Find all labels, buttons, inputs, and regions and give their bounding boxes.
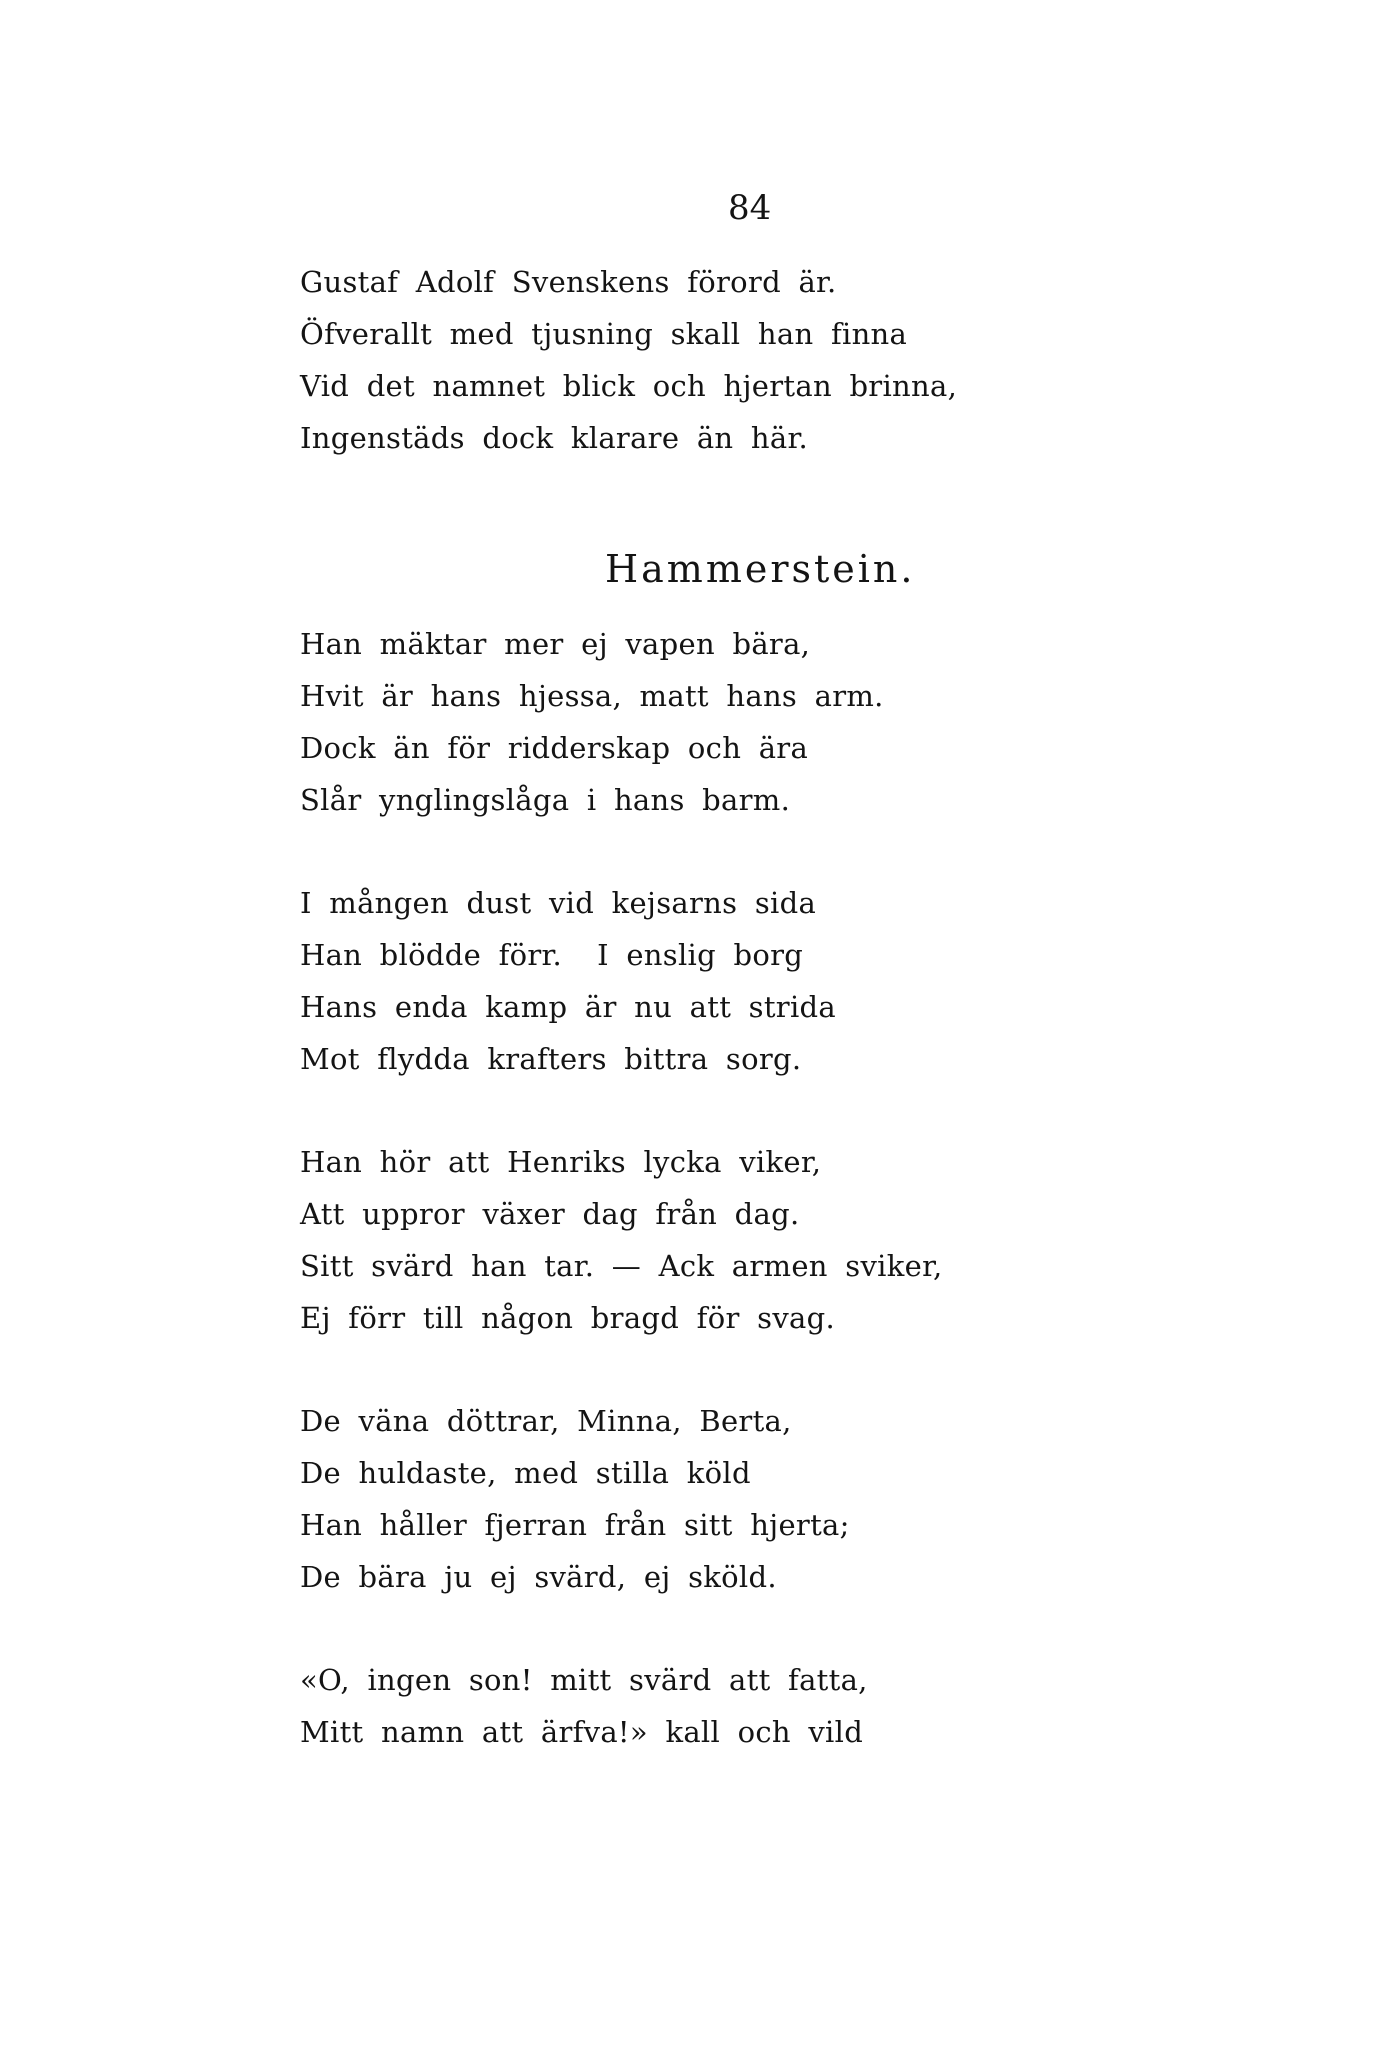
verse-line: Mot flydda krafters bittra sorg. — [300, 1042, 802, 1076]
verse-line: Han blödde förr. I enslig borg — [300, 938, 804, 972]
verse-line: Han hör att Henriks lycka viker, — [300, 1145, 822, 1179]
verse-line: Sitt svärd han tar. — Ack armen sviker, — [300, 1249, 943, 1283]
verse-line: «O, ingen son! mitt svärd att fatta, — [300, 1663, 868, 1697]
verse-line: Mitt namn att ärfva!» kall och vild — [300, 1715, 864, 1749]
verse-line: Hvit är hans hjessa, matt hans arm. — [300, 679, 884, 713]
verse-line: Slår ynglingslåga i hans barm. — [300, 783, 791, 817]
verse-line: Han mäktar mer ej vapen bära, — [300, 627, 811, 661]
verse-line: I mången dust vid kejsarns sida — [300, 886, 817, 920]
verse-line: Ej förr till någon bragd för svag. — [300, 1301, 835, 1335]
verse-line: Han håller fjerran från sitt hjerta; — [300, 1508, 850, 1542]
page-number: 84 — [728, 188, 772, 228]
verse-line: De huldaste, med stilla köld — [300, 1456, 751, 1490]
verse-line: Dock än för ridderskap och ära — [300, 731, 809, 765]
verse-line: Gustaf Adolf Svenskens förord är. — [300, 265, 837, 299]
verse-line: De väna döttrar, Minna, Berta, — [300, 1404, 792, 1438]
poem-title: Hammerstein. — [605, 547, 916, 591]
verse-line: Öfverallt med tjusning skall han finna — [300, 317, 908, 351]
verse-line: Vid det namnet blick och hjertan brinna, — [300, 369, 958, 403]
verse-line: Hans enda kamp är nu att strida — [300, 990, 836, 1024]
verse-line: Ingenstäds dock klarare än här. — [300, 421, 808, 455]
verse-line: Att uppror växer dag från dag. — [300, 1197, 800, 1231]
verse-line: De bära ju ej svärd, ej sköld. — [300, 1560, 777, 1594]
